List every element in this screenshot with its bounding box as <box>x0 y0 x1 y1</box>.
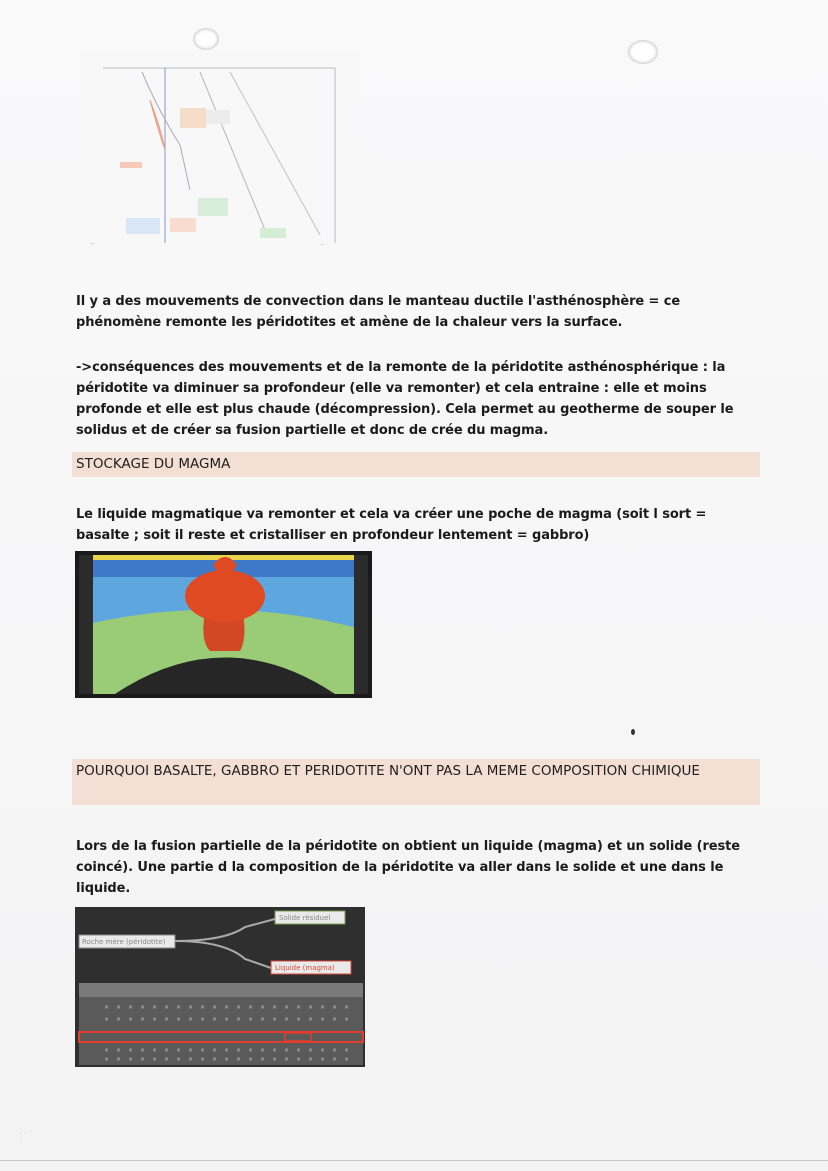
punch-hole <box>628 40 658 64</box>
paragraph-convection: Il y a des mouvements de convection dans le manteau ductile l'asthénosphère = ce phénomène remonte les péridotites et amène de la chaleur vers la surface. <box>76 294 681 330</box>
section-heading-stockage: STOCKAGE DU MAGMA <box>72 452 760 477</box>
svg-text:—: — <box>320 242 325 248</box>
geotherm-solidus-diagram <box>80 50 360 250</box>
punch-hole <box>193 28 219 50</box>
section-heading-composition: POURQUOI BASALTE, GABBRO ET PERIDOTITE N'ONT PAS LA MEME COMPOSITION CHIMIQUE <box>72 759 760 805</box>
scan-mark: · · · <box>20 1130 27 1146</box>
magma-chamber-diagram <box>75 551 372 698</box>
paragraph-consequences: ->conséquences des mouvements et de la remonte de la péridotite asthénosphérique : la péridotite va diminuer sa profondeur (elle va remonter) et cela entraine : elle et moins profonde et elle est plus chaude (décompression). Cela permet au geotherme de souper le solidus et de créer sa fusion partielle et donc de crée du magma. <box>76 360 734 438</box>
composition-table-diagram <box>75 907 365 1067</box>
roche-mere-label: Roche mère (péridotite) <box>82 938 166 946</box>
paragraph-liquide-magmatique: Le liquide magmatique va remonter et cela va créer une poche de magma (soit l sort = basalte ; soit il reste et cristalliser en profondeur lentement = gabbro) <box>76 507 707 543</box>
page-edge <box>0 1160 828 1161</box>
solide-residuel-label: Solide résiduel <box>279 914 331 922</box>
ink-dot <box>631 729 635 735</box>
svg-text:—: — <box>90 241 95 247</box>
paragraph-fusion-partielle: Lors de la fusion partielle de la péridotite on obtient un liquide (magma) et un solide (reste coincé). Une partie d la composition de la péridotite va aller dans le solide et une dans le liquide. <box>76 839 740 896</box>
liquide-magma-label: Liquide (magma) <box>275 964 335 972</box>
